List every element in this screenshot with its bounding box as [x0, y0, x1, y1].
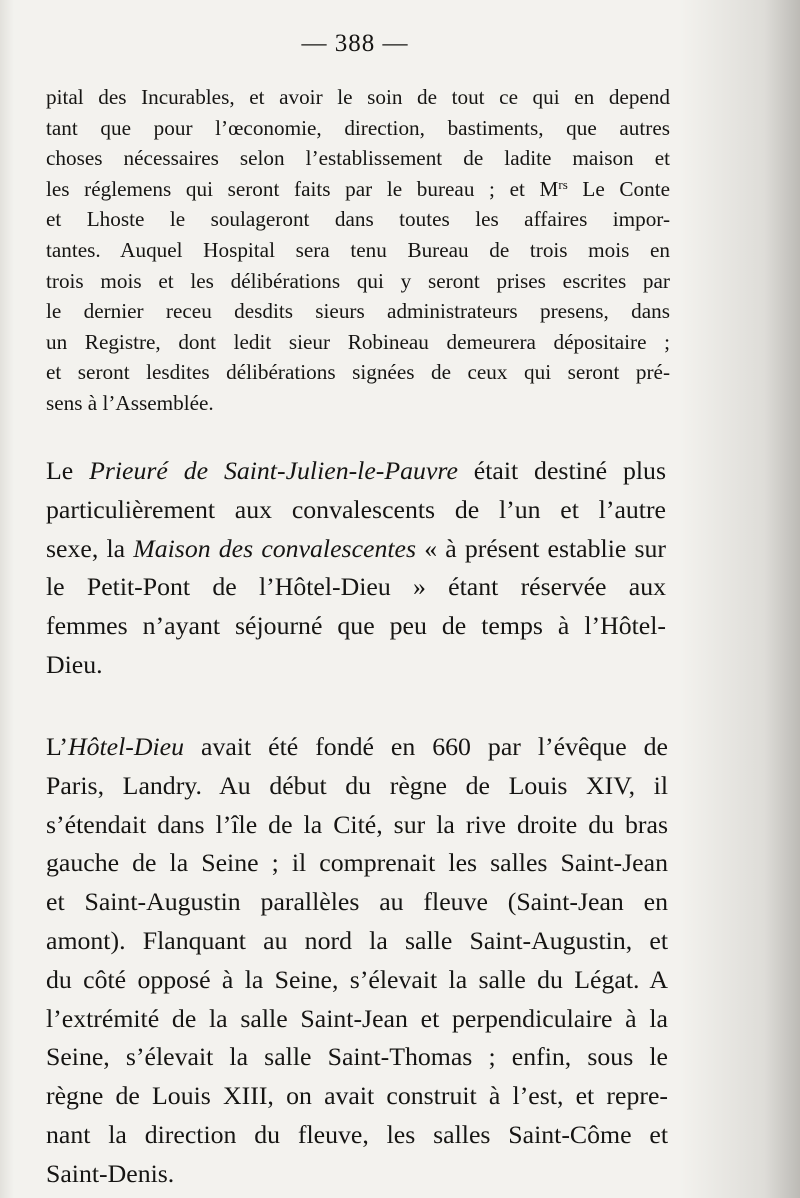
text-fragment: Le: [46, 456, 90, 485]
italic-place-name: Prieuré de Saint-Julien-le-Pauvre: [89, 456, 458, 485]
text-line: tantes. Auquel Hospital sera tenu Bureau de trois mois en: [46, 237, 670, 262]
text-line: femmes n’ayant séjourné que peu de temps à l’Hôtel-: [46, 611, 666, 641]
text-fragment: était destiné plus: [457, 456, 666, 485]
superscript-abbreviation: rs: [558, 176, 568, 192]
text-line: [46, 452, 666, 491]
text-line: Paris, Landry. Au début du règne de Louis XIV, il: [46, 770, 668, 800]
text-line: Seine, s’élevait la salle Saint-Thomas ; enfin, sous le: [46, 1042, 668, 1072]
text-line: trois mois et les délibérations qui y seront prises escrites par: [46, 268, 670, 293]
text-fragment: Le Conte: [567, 176, 670, 201]
text-fragment: L’: [46, 732, 68, 761]
text-line: le dernier receu desdits sieurs administrateurs presens, dans: [46, 299, 670, 324]
text-line: et seront lesdites délibérations signées de ceux qui seront pré-: [46, 360, 670, 385]
italic-place-name: Maison des convalescentes: [133, 533, 417, 563]
paragraph-prieure-saint-julien: [46, 452, 666, 685]
text-fragment: sexe, la: [46, 533, 134, 563]
text-line: choses nécessaires selon l’establissement de ladite maison et: [46, 146, 670, 171]
text-line: [46, 728, 668, 767]
text-line: tant que pour l’œconomie, direction, bastiments, que autres: [46, 115, 670, 140]
text-line: amont). Flanquant au nord la salle Saint-Augustin, et: [46, 925, 668, 955]
paragraph-hospital-administration: [46, 82, 670, 419]
text-line: un Registre, dont ledit sieur Robineau demeurera dépositaire ;: [46, 329, 670, 354]
text-fragment: « à présent establie sur: [416, 533, 667, 563]
text-fragment: les réglemens qui seront faits par le bureau ; et M: [46, 176, 559, 201]
italic-place-name: Hôtel-Dieu: [67, 732, 185, 761]
text-line: [46, 174, 670, 205]
text-line: et Saint-Augustin parallèles au fleuve (Saint-Jean en: [46, 887, 668, 917]
text-line: s’étendait dans l’île de la Cité, sur la rive droite du bras: [46, 809, 668, 839]
text-line: règne de Louis XIII, on avait construit à l’est, et repre-: [46, 1081, 668, 1111]
text-line: nant la direction du fleuve, les salles Saint-Côme et: [46, 1119, 668, 1149]
text-line: gauche de la Seine ; il comprenait les salles Saint-Jean: [46, 848, 668, 878]
text-line: le Petit-Pont de l’Hôtel-Dieu » étant réservée aux: [46, 572, 666, 602]
text-line: sens à l’Assemblée.: [46, 390, 214, 415]
text-line: et Lhoste le soulageront dans toutes les affaires impor-: [46, 207, 670, 232]
page-number: — 388 —: [301, 30, 409, 57]
text-line: particulièrement aux convalescents de l’un et l’autre: [46, 494, 666, 524]
page-gutter-shadow: [680, 0, 800, 1198]
text-line: l’extrémité de la salle Saint-Jean et perpendiculaire à la: [46, 1003, 668, 1033]
text-line: Saint-Denis.: [46, 1158, 175, 1188]
text-fragment: avait été fondé en 660 par l’évêque de: [184, 732, 668, 761]
text-line: pital des Incurables, et avoir le soin de tout ce qui en depend: [46, 85, 670, 109]
text-line: Dieu.: [46, 649, 103, 679]
page-edge-shadow-left: [0, 0, 14, 1198]
text-line: du côté opposé à la Seine, s’élevait la salle du Légat. A: [46, 964, 668, 994]
paragraph-hotel-dieu-history: [46, 728, 668, 1194]
text-line: [46, 530, 666, 569]
